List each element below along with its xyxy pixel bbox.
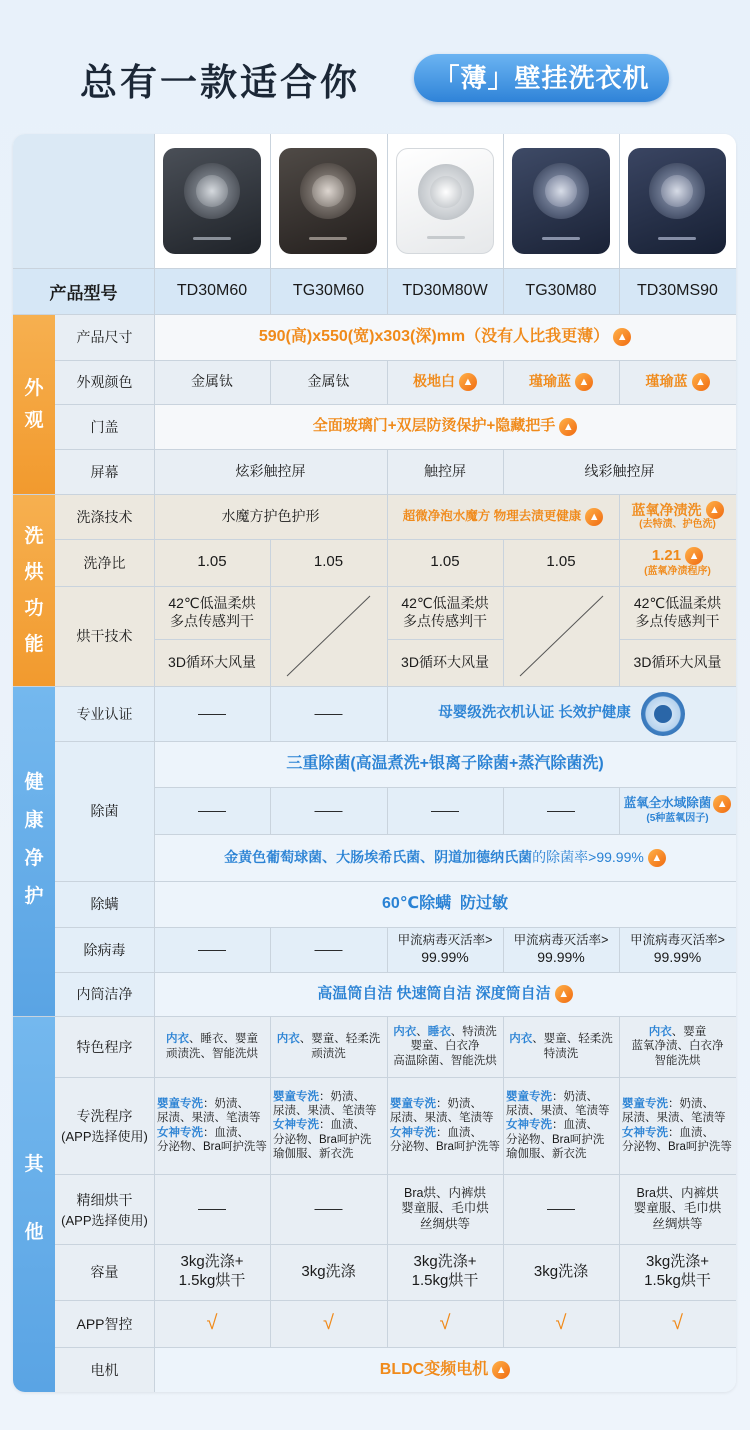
title-tag <box>414 54 669 102</box>
model-name: TD30MS90 <box>637 282 718 299</box>
label-cert: 专业认证 <box>76 705 133 722</box>
section-char: 观 <box>24 410 44 431</box>
check-icon: √ <box>206 1312 218 1334</box>
wash-tech-value <box>387 494 619 539</box>
section-char: 他 <box>24 1222 44 1243</box>
size-value <box>154 314 736 360</box>
wash-tech-value: 水魔方护色护形 <box>221 507 320 524</box>
sterilize-value: —— <box>547 801 575 818</box>
dedicated-prog-value <box>270 1077 387 1174</box>
label-text: 专洗程序 <box>76 1108 133 1124</box>
capacity-value: 3kg洗涤 <box>533 1262 589 1280</box>
dedicated-text: ：血渍、 <box>668 1126 714 1139</box>
capacity-line: 3kg洗涤+ <box>646 1253 709 1271</box>
sterilize-summary: 三重除菌(高温煮洗+银离子除菌+蒸汽除菌洗) <box>286 755 604 772</box>
color-text: 极地白 <box>413 373 455 390</box>
label-motor: 电机 <box>90 1361 119 1378</box>
wash-ratio-text: 1.21 <box>651 546 682 564</box>
section-char: 外 <box>24 378 44 399</box>
dedicated-highlight: 婴童专洗 <box>390 1097 436 1110</box>
dedicated-highlight: 婴童专洗 <box>622 1097 668 1110</box>
section-health <box>13 686 55 1016</box>
wash-ratio-note: (蓝氧净渍程序) <box>644 565 711 577</box>
dry-tech-value <box>154 586 270 639</box>
sterilize-rate-text: 的除菌率>99.99% <box>532 848 644 865</box>
product-image <box>163 148 261 254</box>
color-value <box>503 360 619 404</box>
virus-line: 99.99% <box>653 948 702 965</box>
screen-value: 线彩触控屏 <box>584 462 655 479</box>
fine-dry-line: 婴童服、毛巾烘 <box>401 1201 489 1216</box>
fine-dry-line: Bra烘、内裤烘 <box>404 1185 486 1200</box>
color-text: 瑾瑜蓝 <box>529 373 571 390</box>
dry-tech-line: 42℃低温柔烘 <box>401 595 489 611</box>
capacity-value <box>387 1244 503 1300</box>
virus-line: 甲流病毒灭活率> <box>397 932 493 947</box>
virus-value <box>503 927 619 972</box>
dedicated-prog-value <box>154 1077 270 1174</box>
dedicated-prog-value <box>387 1077 503 1174</box>
dedicated-highlight: 女神专洗 <box>157 1126 203 1139</box>
label-wash-tech: 洗涤技术 <box>76 508 133 525</box>
label-dedicated-prog <box>55 1077 154 1174</box>
sterilize-value <box>619 787 736 834</box>
label-special-prog: 特色程序 <box>76 1038 133 1055</box>
special-prog-value <box>503 1016 619 1077</box>
special-prog-value <box>619 1016 736 1077</box>
dry-tech-line: 多点传感判干 <box>635 612 720 629</box>
mite-value: 60℃除螨 防过敏 <box>381 895 509 912</box>
motor-text: BLDC变频电机 <box>379 1360 489 1378</box>
cert-value <box>387 686 736 741</box>
fine-dry-value: —— <box>198 1200 226 1217</box>
sterilize-text: 蓝氧全水域除菌 <box>623 796 712 811</box>
label-dry-tech: 烘干技术 <box>76 628 133 644</box>
capacity-value: 3kg洗涤 <box>301 1262 356 1280</box>
special-prog-text: 、婴童、轻柔洗 <box>532 1033 613 1046</box>
color-value <box>387 360 503 404</box>
dedicated-text: ：血渍、 <box>203 1126 249 1139</box>
dedicated-highlight: 婴童专洗 <box>506 1090 552 1103</box>
wash-ratio-value: 1.05 <box>197 553 227 571</box>
sterilize-value: —— <box>314 801 343 818</box>
section-wash-dry <box>13 494 55 686</box>
special-prog-value <box>387 1016 503 1077</box>
special-prog-text: 、特渍洗 <box>450 1025 497 1038</box>
screen-value: 触控屏 <box>424 462 466 479</box>
dry-tech-line: 42℃低温柔烘 <box>168 595 256 611</box>
dedicated-text: 分泌物、Bra呵护洗 <box>506 1133 605 1146</box>
thumbs-up-icon: ▲ <box>706 501 724 519</box>
check-icon: √ <box>672 1312 683 1334</box>
wash-tech-text: 蓝氧净渍洗 <box>631 501 702 518</box>
section-char: 康 <box>24 810 44 831</box>
dedicated-text: 分泌物、Bra呵护洗等 <box>622 1140 732 1153</box>
label-sterilize: 除菌 <box>90 803 119 819</box>
label-fine-dry <box>55 1174 154 1244</box>
sterilize-value: —— <box>431 801 459 818</box>
dry-tech-line: 42℃低温柔烘 <box>633 595 722 611</box>
dedicated-text: 尿渍、果渍、笔渍等 <box>390 1112 494 1125</box>
drum-clean-value <box>154 972 736 1016</box>
virus-value <box>619 927 736 972</box>
capacity-line: 1.5kg烘干 <box>178 1272 246 1289</box>
wash-ratio-value: 1.05 <box>313 553 344 571</box>
wash-ratio-value: 1.05 <box>430 553 460 571</box>
capacity-value <box>154 1244 270 1300</box>
label-virus: 除病毒 <box>83 941 126 958</box>
comparison-table <box>13 134 736 1392</box>
label-wash-ratio: 洗净比 <box>83 554 126 571</box>
capacity-value <box>619 1244 736 1300</box>
capacity-line: 3kg洗涤+ <box>180 1253 244 1271</box>
door-value <box>154 404 736 449</box>
label-note: (APP选择使用) <box>61 1129 148 1144</box>
dedicated-highlight: 女神专洗 <box>273 1119 319 1132</box>
dry-tech-value <box>387 586 503 639</box>
dedicated-highlight: 女神专洗 <box>506 1119 552 1132</box>
special-prog-highlight: 睡衣 <box>427 1025 451 1038</box>
fine-dry-line: Bra烘、内裤烘 <box>636 1185 719 1200</box>
virus-line: 99.99% <box>421 948 469 965</box>
dedicated-text: 分泌物、Bra呵护洗等 <box>390 1140 500 1153</box>
dedicated-text: ：奶渍、 <box>668 1097 714 1110</box>
wash-ratio-value <box>619 539 736 586</box>
door-text: 全面玻璃门+双层防烫保护+隐藏把手 <box>312 417 556 435</box>
special-prog-text: 蓝氧净渍、白衣净 <box>631 1040 724 1053</box>
label-mite: 除螨 <box>90 896 119 912</box>
dedicated-text: ：血渍、 <box>319 1119 365 1132</box>
fine-dry-line: 婴童服、毛巾烘 <box>633 1201 722 1216</box>
motor-value <box>154 1347 736 1392</box>
product-image <box>628 148 726 254</box>
virus-line: 甲流病毒灭活率> <box>630 932 725 947</box>
product-image <box>279 148 377 254</box>
special-prog-highlight: 内衣 <box>648 1025 672 1038</box>
thumbs-up-icon: ▲ <box>575 373 593 391</box>
virus-line: 甲流病毒灭活率> <box>513 932 609 947</box>
dedicated-text: 分泌物、Bra呵护洗 <box>273 1133 372 1146</box>
thumbs-up-icon: ▲ <box>492 1361 510 1379</box>
section-char: 其 <box>24 1154 44 1175</box>
cert-value: —— <box>198 704 226 721</box>
dry-tech-value <box>619 586 736 639</box>
label-capacity: 容量 <box>90 1264 119 1280</box>
product-image <box>512 148 610 254</box>
dry-tech-value: 3D循环大风量 <box>168 653 256 670</box>
screen-value: 炫彩触控屏 <box>235 462 306 479</box>
label-size: 产品尺寸 <box>76 329 133 345</box>
fine-dry-value: —— <box>547 1200 575 1217</box>
virus-value: —— <box>198 940 226 957</box>
color-text: 瑾瑜蓝 <box>645 373 688 390</box>
header <box>0 0 750 120</box>
cert-text: 母婴级洗衣机认证 长效护健康 <box>438 705 631 722</box>
dedicated-text: ：血渍、 <box>436 1126 482 1139</box>
thumbs-up-icon: ▲ <box>585 508 603 526</box>
wash-tech-text: 超微净泡水魔方 物理去渍更健康 <box>402 508 582 523</box>
section-appearance <box>13 314 55 494</box>
label-note: (APP选择使用) <box>61 1212 148 1228</box>
section-other <box>13 1016 55 1392</box>
section-char: 净 <box>24 848 44 869</box>
label-app: APP智控 <box>76 1315 133 1332</box>
capacity-line: 1.5kg烘干 <box>411 1272 479 1289</box>
virus-value: —— <box>314 940 343 957</box>
dry-tech-line: 多点传感判干 <box>403 612 487 629</box>
special-prog-text: 智能洗烘 <box>654 1054 701 1067</box>
dedicated-prog-value <box>619 1077 736 1174</box>
dedicated-highlight: 婴童专洗 <box>157 1097 203 1110</box>
fine-dry-value: —— <box>314 1200 343 1217</box>
model-name: TG30M60 <box>292 282 365 299</box>
special-prog-highlight: 内衣 <box>509 1033 533 1046</box>
dedicated-text: 尿渍、果渍、笔渍等 <box>506 1104 610 1117</box>
special-prog-highlight: 内衣 <box>166 1033 189 1046</box>
dedicated-text: 瑜伽服、新衣洗 <box>273 1148 354 1161</box>
dedicated-text: 瑜伽服、新衣洗 <box>506 1148 587 1161</box>
wash-tech-note: (去特渍、护色洗) <box>639 519 716 531</box>
fine-dry-value <box>619 1174 736 1244</box>
model-name: TD30M60 <box>176 282 248 299</box>
dedicated-prog-value <box>503 1077 619 1174</box>
special-prog-text: 、婴童、轻柔洗 <box>299 1033 381 1046</box>
special-prog-value <box>154 1016 270 1077</box>
dry-tech-line: 多点传感判干 <box>170 612 254 629</box>
sterilize-note: (5种蓝氧因子) <box>646 813 709 825</box>
special-prog-value <box>270 1016 387 1077</box>
fine-dry-value <box>387 1174 503 1244</box>
special-prog-text: 、睡衣、婴童 <box>189 1033 258 1046</box>
label-model: 产品型号 <box>49 283 118 303</box>
check-icon: √ <box>323 1312 334 1334</box>
thumbs-up-icon: ▲ <box>555 985 573 1003</box>
section-char: 功 <box>24 598 44 619</box>
product-image <box>396 148 494 254</box>
check-icon: √ <box>439 1312 451 1334</box>
thumbs-up-icon: ▲ <box>648 849 666 867</box>
dedicated-highlight: 女神专洗 <box>390 1126 436 1139</box>
wash-tech-value <box>619 494 736 539</box>
fine-dry-line: 丝绸烘等 <box>652 1216 703 1231</box>
cert-value: —— <box>314 704 343 721</box>
special-prog-text: 顽渍洗 <box>311 1047 346 1060</box>
color-value: 金属钛 <box>307 373 350 390</box>
not-applicable-slash <box>270 586 387 686</box>
thumbs-up-icon: ▲ <box>559 418 577 436</box>
color-value <box>619 360 736 404</box>
special-prog-highlight: 内衣 <box>276 1033 300 1046</box>
special-prog-text: 高温除菌、智能洗烘 <box>393 1054 497 1067</box>
sterilize-bacteria: 金黄色葡萄球菌、大肠埃希氏菌、阴道加德纳氏菌 <box>224 848 533 865</box>
wash-ratio-value: 1.05 <box>546 553 576 571</box>
thumbs-up-icon: ▲ <box>685 547 703 565</box>
title-tag-text: 「薄」壁挂洗衣机 <box>433 63 650 93</box>
label-text: 精细烘干 <box>76 1191 133 1208</box>
color-value: 金属钛 <box>191 373 233 390</box>
special-prog-text: 顽渍洗、智能洗烘 <box>166 1047 258 1060</box>
dry-tech-value: 3D循环大风量 <box>401 653 489 670</box>
dedicated-highlight: 女神专洗 <box>622 1126 668 1139</box>
dedicated-text: 尿渍、果渍、笔渍等 <box>622 1112 726 1125</box>
dedicated-text: ：奶渍、 <box>552 1090 598 1103</box>
certification-seal-icon <box>641 692 685 736</box>
thumbs-up-icon: ▲ <box>692 373 710 391</box>
label-screen: 屏幕 <box>90 463 119 480</box>
capacity-line: 1.5kg烘干 <box>644 1272 711 1289</box>
label-door: 门盖 <box>90 418 119 435</box>
section-char: 能 <box>24 634 44 655</box>
size-text: 590(高)x550(宽)x303(深)mm（没有人比我更薄） <box>258 328 610 345</box>
dedicated-highlight: 婴童专洗 <box>273 1090 319 1103</box>
fine-dry-line: 丝绸烘等 <box>419 1216 470 1231</box>
special-prog-text: 、 <box>416 1025 428 1038</box>
label-drum-clean: 内筒洁净 <box>76 986 133 1002</box>
dedicated-text: ：血渍、 <box>552 1119 598 1132</box>
not-applicable-slash <box>503 586 619 686</box>
virus-line: 99.99% <box>537 948 585 965</box>
section-char: 健 <box>24 772 44 793</box>
virus-value <box>387 927 503 972</box>
page-title: 总有一款适合你 <box>80 62 360 103</box>
dedicated-text: ：奶渍、 <box>436 1097 482 1110</box>
dedicated-text: 尿渍、果渍、笔渍等 <box>157 1112 261 1125</box>
drum-clean-text: 高温筒自洁 快速筒自洁 深度筒自洁 <box>317 984 551 1002</box>
special-prog-text: 特渍洗 <box>543 1047 579 1060</box>
label-color: 外观颜色 <box>76 374 133 390</box>
section-char: 护 <box>24 886 44 907</box>
section-char: 烘 <box>24 562 44 583</box>
thumbs-up-icon: ▲ <box>613 328 631 346</box>
dedicated-text: ：奶渍、 <box>319 1090 365 1103</box>
sterilize-value: —— <box>198 801 226 818</box>
check-icon: √ <box>555 1312 567 1334</box>
capacity-line: 3kg洗涤+ <box>413 1253 477 1271</box>
special-prog-highlight: 内衣 <box>393 1025 417 1038</box>
dedicated-text: 尿渍、果渍、笔渍等 <box>273 1104 377 1117</box>
section-char: 洗 <box>24 526 44 547</box>
dedicated-text: 分泌物、Bra呵护洗等 <box>157 1140 267 1153</box>
thumbs-up-icon: ▲ <box>713 795 731 813</box>
thumbs-up-icon: ▲ <box>459 373 477 391</box>
dedicated-text: ：奶渍、 <box>203 1097 249 1110</box>
sterilize-rate <box>154 834 736 881</box>
model-name: TG30M80 <box>525 282 597 299</box>
dry-tech-value: 3D循环大风量 <box>633 653 722 670</box>
special-prog-text: 、婴童 <box>671 1025 707 1038</box>
special-prog-text: 婴童、白衣净 <box>410 1040 480 1053</box>
model-name: TD30M80W <box>402 282 488 299</box>
